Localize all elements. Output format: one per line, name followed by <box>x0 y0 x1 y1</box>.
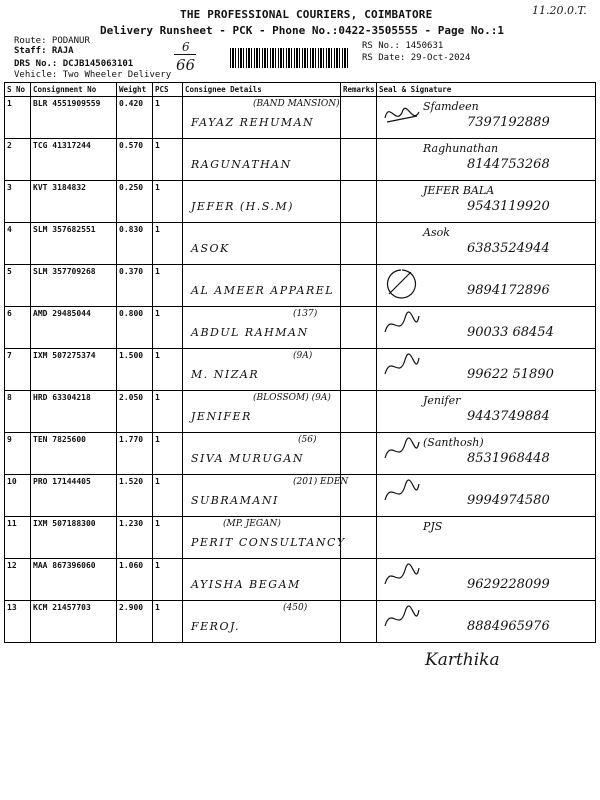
table-row <box>5 181 596 223</box>
handwritten-count-top: 6 <box>182 40 190 54</box>
row-sno: 7 <box>5 349 31 391</box>
row-consignee-cell <box>183 433 341 475</box>
col-signature: Seal & Signature <box>377 83 596 97</box>
consignee-name: AYISHA BEGAM <box>191 578 301 591</box>
table-row <box>5 433 596 475</box>
row-sno: 3 <box>5 181 31 223</box>
table-row <box>5 517 596 559</box>
rs-date: RS Date: 29-Oct-2024 <box>362 53 471 63</box>
row-consignee-cell <box>183 223 341 265</box>
row-sno: 11 <box>5 517 31 559</box>
handwritten-phone: 90033 68454 <box>467 325 554 340</box>
runsheet-subtitle: Delivery Runsheet - PCK - Phone No.:0422-3505555 - Page No.:1 <box>100 24 504 37</box>
signature-scribble <box>381 350 421 384</box>
row-consignment-no: KCM 21457703 <box>31 601 117 643</box>
consignee-address-note: (9A) <box>293 351 313 361</box>
consignee-address-note: (BAND MANSION) <box>253 99 340 109</box>
row-consignment-no: AMD 29485044 <box>31 307 117 349</box>
row-remarks <box>341 307 377 349</box>
row-consignee-cell <box>183 139 341 181</box>
col-remarks: Remarks <box>341 83 377 97</box>
consignee-address-note: (56) <box>298 435 317 445</box>
consignee-name: RAGUNATHAN <box>191 158 292 171</box>
row-remarks <box>341 181 377 223</box>
handwritten-phone: 8531968448 <box>467 451 550 466</box>
row-signature-cell <box>377 307 596 349</box>
row-signature-cell <box>377 97 596 139</box>
row-sno: 8 <box>5 391 31 433</box>
row-consignee-cell <box>183 265 341 307</box>
row-sno: 13 <box>5 601 31 643</box>
signature-scribble <box>381 308 421 342</box>
row-weight: 0.830 <box>117 223 153 265</box>
row-signature-cell <box>377 517 596 559</box>
company-title: THE PROFESSIONAL COURIERS, COIMBATORE <box>180 8 433 21</box>
row-weight: 1.770 <box>117 433 153 475</box>
row-pcs: 1 <box>153 307 183 349</box>
route-label: Route: PODANUR <box>14 36 90 46</box>
row-weight: 0.800 <box>117 307 153 349</box>
signature-scribble <box>381 434 421 468</box>
row-weight: 0.250 <box>117 181 153 223</box>
col-consignment: Consignment No <box>31 83 117 97</box>
drs-number: DRS No.: DCJB145063101 <box>14 59 134 69</box>
consignee-address-note: (MP. JEGAN) <box>223 519 281 529</box>
row-pcs: 1 <box>153 223 183 265</box>
table-row <box>5 223 596 265</box>
consignee-address-note: (201) EDEN <box>293 477 349 487</box>
table-row <box>5 559 596 601</box>
row-consignee-cell <box>183 391 341 433</box>
row-remarks <box>341 517 377 559</box>
row-remarks <box>341 559 377 601</box>
row-consignment-no: TCG 41317244 <box>31 139 117 181</box>
row-sno: 1 <box>5 97 31 139</box>
table-row <box>5 139 596 181</box>
footer-signature: Karthika <box>425 650 500 670</box>
row-sno: 12 <box>5 559 31 601</box>
signature-text: PJS <box>423 520 443 533</box>
signature-scribble <box>381 476 421 510</box>
row-signature-cell <box>377 475 596 517</box>
consignee-name: SIVA MURUGAN <box>191 452 304 465</box>
consignee-address-note: (137) <box>293 309 318 319</box>
row-consignee-cell <box>183 181 341 223</box>
handwritten-count-bottom: 66 <box>176 56 196 74</box>
row-weight: 0.370 <box>117 265 153 307</box>
handwritten-phone: 6383524944 <box>467 241 550 256</box>
row-consignee-cell <box>183 349 341 391</box>
handwritten-phone: 8144753268 <box>467 157 550 172</box>
row-signature-cell <box>377 391 596 433</box>
row-pcs: 1 <box>153 433 183 475</box>
signature-scribble <box>381 266 421 300</box>
col-pcs: PCS <box>153 83 183 97</box>
table-row <box>5 349 596 391</box>
consignee-name: JENIFER <box>191 410 252 423</box>
row-signature-cell <box>377 265 596 307</box>
row-consignee-cell <box>183 601 341 643</box>
signature-text: Sfamdeen <box>423 100 479 113</box>
barcode <box>230 48 348 68</box>
handwritten-phone: 9994974580 <box>467 493 550 508</box>
handwritten-phone: 9543119920 <box>467 199 550 214</box>
handwritten-phone: 9443749884 <box>467 409 550 424</box>
row-weight: 2.050 <box>117 391 153 433</box>
row-signature-cell <box>377 181 596 223</box>
row-pcs: 1 <box>153 475 183 517</box>
table-header-row <box>5 83 596 97</box>
signature-scribble <box>381 602 421 636</box>
fraction-line <box>174 54 196 55</box>
row-consignment-no: TEN 7825600 <box>31 433 117 475</box>
handwritten-phone: 8884965976 <box>467 619 550 634</box>
row-pcs: 1 <box>153 391 183 433</box>
row-consignment-no: PRO 17144405 <box>31 475 117 517</box>
row-signature-cell <box>377 223 596 265</box>
row-consignee-cell <box>183 307 341 349</box>
row-weight: 1.520 <box>117 475 153 517</box>
row-weight: 0.420 <box>117 97 153 139</box>
row-remarks <box>341 265 377 307</box>
signature-text: JEFER BALA <box>423 184 495 197</box>
handwritten-phone: 9894172896 <box>467 283 550 298</box>
row-signature-cell <box>377 601 596 643</box>
consignee-name: PERIT CONSULTANCY <box>191 536 346 549</box>
row-weight: 1.500 <box>117 349 153 391</box>
consignee-name: M. NIZAR <box>191 368 260 381</box>
col-consignee: Consignee Details <box>183 83 341 97</box>
row-consignee-cell <box>183 517 346 559</box>
row-signature-cell <box>377 349 596 391</box>
consignee-name: AL AMEER APPAREL <box>191 284 335 297</box>
consignee-address-note: (BLOSSOM) (9A) <box>253 393 331 403</box>
runsheet-table <box>4 82 596 643</box>
row-pcs: 1 <box>153 181 183 223</box>
row-pcs: 1 <box>153 601 183 643</box>
row-pcs: 1 <box>153 517 183 559</box>
table-row <box>5 307 596 349</box>
consignee-name: FEROJ. <box>191 620 241 633</box>
row-consignment-no: SLM 357709268 <box>31 265 117 307</box>
row-consignment-no: SLM 357682551 <box>31 223 117 265</box>
signature-scribble <box>381 98 421 132</box>
row-consignee-cell <box>183 475 349 517</box>
row-sno: 10 <box>5 475 31 517</box>
staff-label: Staff: RAJA <box>14 46 74 56</box>
row-sno: 6 <box>5 307 31 349</box>
table-row <box>5 97 596 139</box>
row-consignment-no: IXM 507275374 <box>31 349 117 391</box>
consignee-name: ASOK <box>191 242 230 255</box>
row-pcs: 1 <box>153 349 183 391</box>
row-weight: 2.900 <box>117 601 153 643</box>
row-signature-cell <box>377 139 596 181</box>
handwritten-phone: 99622 51890 <box>467 367 554 382</box>
row-consignment-no: BLR 4551909559 <box>31 97 117 139</box>
row-remarks <box>341 223 377 265</box>
row-remarks <box>341 97 377 139</box>
corner-handwritten-note: 11.20.0.T. <box>532 4 587 17</box>
row-remarks <box>341 433 377 475</box>
row-remarks <box>341 391 377 433</box>
row-remarks <box>341 475 377 517</box>
row-pcs: 1 <box>153 139 183 181</box>
handwritten-phone: 9629228099 <box>467 577 550 592</box>
signature-scribble <box>381 560 421 594</box>
vehicle-label: Vehicle: Two Wheeler Delivery <box>14 70 172 80</box>
consignee-address-note: (450) <box>283 603 308 613</box>
consignee-name: SUBRAMANI <box>191 494 279 507</box>
row-pcs: 1 <box>153 265 183 307</box>
row-remarks <box>341 139 377 181</box>
row-pcs: 1 <box>153 559 183 601</box>
signature-text: Asok <box>423 226 450 239</box>
consignee-name: FAYAZ REHUMAN <box>191 116 315 129</box>
signature-text: (Santhosh) <box>423 436 484 449</box>
signature-text: Raghunathan <box>423 142 499 155</box>
row-signature-cell <box>377 559 596 601</box>
col-sno: S No <box>5 83 31 97</box>
row-consignee-cell <box>183 97 341 139</box>
row-sno: 9 <box>5 433 31 475</box>
row-consignment-no: HRD 63304218 <box>31 391 117 433</box>
consignee-name: ABDUL RAHMAN <box>191 326 309 339</box>
row-weight: 1.060 <box>117 559 153 601</box>
table-row <box>5 265 596 307</box>
rs-number: RS No.: 1450631 <box>362 41 444 51</box>
row-consignment-no: KVT 3184832 <box>31 181 117 223</box>
row-signature-cell <box>377 433 596 475</box>
row-sno: 4 <box>5 223 31 265</box>
row-remarks <box>341 349 377 391</box>
row-pcs: 1 <box>153 97 183 139</box>
signature-text: Jenifer <box>423 394 461 407</box>
col-weight: Weight <box>117 83 153 97</box>
row-weight: 1.230 <box>117 517 153 559</box>
row-sno: 2 <box>5 139 31 181</box>
table-row <box>5 391 596 433</box>
row-remarks <box>341 601 377 643</box>
row-consignment-no: IXM 507188300 <box>31 517 117 559</box>
row-sno: 5 <box>5 265 31 307</box>
table-row <box>5 475 596 517</box>
row-weight: 0.570 <box>117 139 153 181</box>
row-consignment-no: MAA 867396060 <box>31 559 117 601</box>
consignee-name: JEFER (H.S.M) <box>191 200 294 213</box>
row-consignee-cell <box>183 559 341 601</box>
handwritten-phone: 7397192889 <box>467 115 550 130</box>
table-row <box>5 601 596 643</box>
